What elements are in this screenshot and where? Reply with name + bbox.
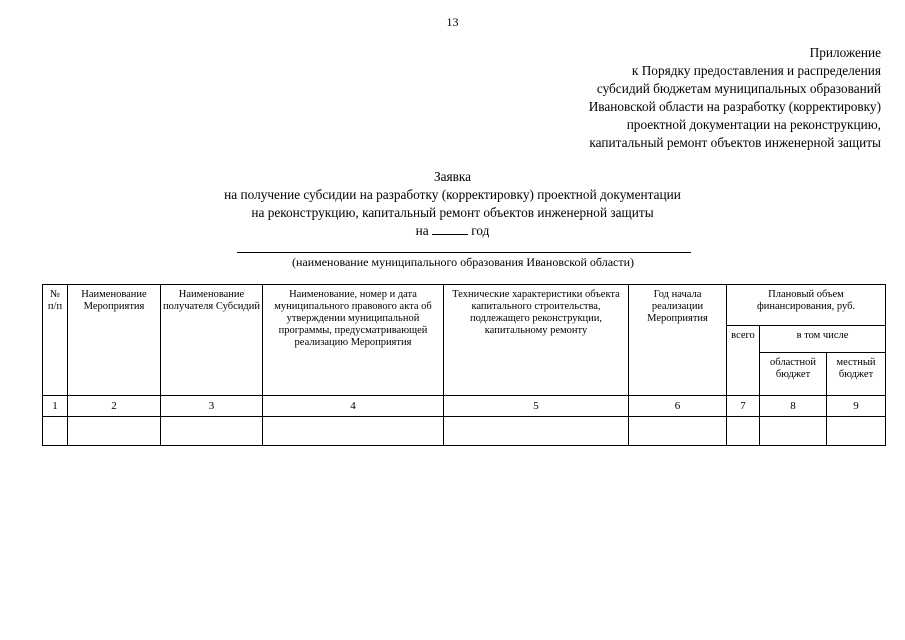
empty-cell[interactable] — [727, 417, 760, 446]
municipality-blank-line — [237, 252, 691, 253]
header-cell-start-year: Год начала реализации Мероприятия — [629, 285, 727, 396]
column-number: 9 — [827, 396, 886, 417]
appendix-line: Приложение — [809, 45, 881, 60]
title-line-2: на реконструкцию, капитальный ремонт объектов инженерной защиты — [251, 205, 654, 220]
application-table — [42, 284, 886, 446]
header-cell-total: всего — [727, 326, 760, 396]
empty-data-row — [43, 417, 886, 446]
header-cell-regional-budget: областной бюджет — [760, 353, 827, 396]
column-number: 1 — [43, 396, 68, 417]
page-number: 13 — [446, 15, 459, 29]
column-number: 8 — [760, 396, 827, 417]
header-row-1 — [43, 285, 886, 326]
column-number: 7 — [727, 396, 760, 417]
appendix-line: Ивановской области на разработку (корректировку) — [588, 99, 881, 114]
appendix-header — [589, 44, 881, 152]
year-suffix: год — [471, 223, 490, 238]
empty-cell[interactable] — [161, 417, 263, 446]
column-number: 4 — [263, 396, 444, 417]
empty-cell[interactable] — [43, 417, 68, 446]
header-cell-tech-specs: Технические характеристики объекта капитального строительства, подлежащего реконструкции, капитальному ремонту — [444, 285, 629, 396]
column-number: 6 — [629, 396, 727, 417]
column-number: 3 — [161, 396, 263, 417]
header-cell-event: Наименование Мероприятия — [68, 285, 161, 396]
empty-cell[interactable] — [827, 417, 886, 446]
empty-cell[interactable] — [68, 417, 161, 446]
header-cell-number: № п/п — [43, 285, 68, 396]
year-blank — [432, 222, 468, 235]
header-cell-local-budget: местный бюджет — [827, 353, 886, 396]
appendix-line: субсидий бюджетам муниципальных образований — [596, 81, 881, 96]
appendix-line: капитальный ремонт объектов инженерной защиты — [589, 135, 881, 150]
header-cell-including: в том числе — [760, 326, 886, 353]
empty-cell[interactable] — [263, 417, 444, 446]
header-cell-legal-act: Наименование, номер и дата муниципального правового акта об утверждении муниципальной программы, предусматривающей реализацию Мероприятия — [263, 285, 444, 396]
title-year-line — [0, 222, 905, 240]
column-number: 5 — [444, 396, 629, 417]
empty-cell[interactable] — [629, 417, 727, 446]
header-cell-recipient: Наименование получателя Субсидий — [161, 285, 263, 396]
title-line-1: на получение субсидии на разработку (корректировку) проектной документации — [224, 187, 681, 202]
title-heading: Заявка — [433, 169, 472, 184]
year-prefix: на — [415, 223, 429, 238]
header-cell-financing: Плановый объем финансирования, руб. — [727, 285, 886, 326]
appendix-line: к Порядку предоставления и распределения — [631, 63, 881, 78]
empty-cell[interactable] — [760, 417, 827, 446]
column-number: 2 — [68, 396, 161, 417]
empty-cell[interactable] — [444, 417, 629, 446]
application-title — [0, 168, 905, 240]
appendix-line: проектной документации на реконструкцию, — [626, 117, 881, 132]
municipality-caption: (наименование муниципального образования Ивановской области) — [291, 255, 635, 269]
column-number-row — [43, 396, 886, 417]
